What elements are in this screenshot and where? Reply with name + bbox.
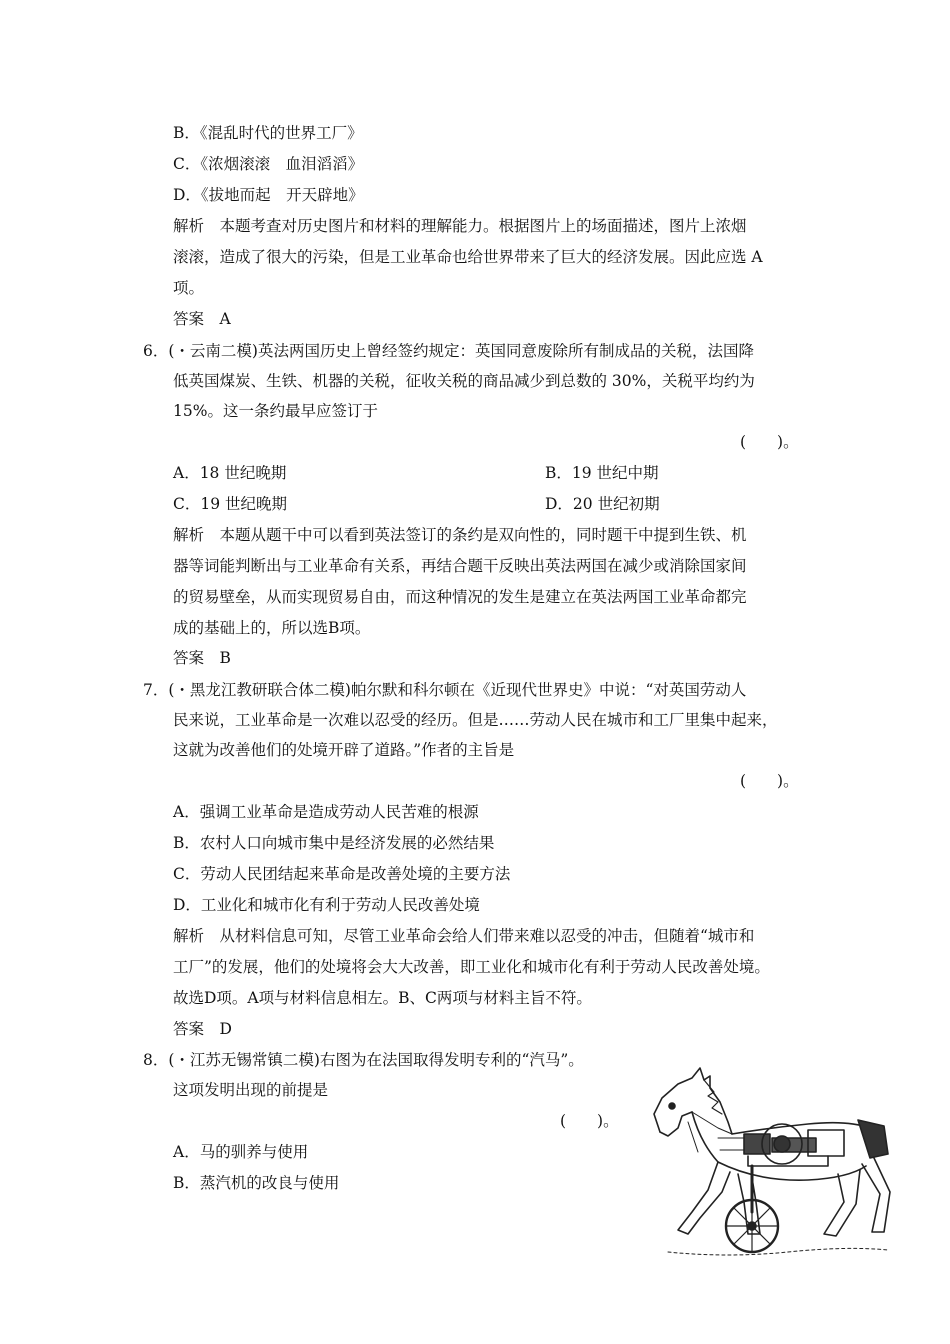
q5-analysis-line: 滚滚，造成了很大的污染，但是工业革命也给世界带来了巨大的经济发展。因此应选 A bbox=[173, 248, 763, 266]
q7-analysis-line: 工厂”的发展，他们的处境将会大大改善，即工业化和城市化有利于劳动人民改善处境。 bbox=[173, 958, 770, 976]
q6-option-a: A．18 世纪晚期 bbox=[173, 464, 287, 482]
steam-horse-illustration bbox=[648, 1062, 892, 1262]
q7-stem-line: 7．(・黑龙江教研联合体二模)帕尔默和科尔顿在《近现代世界史》中说：“对英国劳动人 bbox=[143, 681, 747, 699]
q7-option-b: B．农村人口向城市集中是经济发展的必然结果 bbox=[173, 834, 495, 852]
q6-answer: 答案 B bbox=[173, 649, 231, 667]
q7-answer-blank: ( )。 bbox=[740, 772, 799, 790]
q7-option-c: C．劳动人民团结起来革命是改善处境的主要方法 bbox=[173, 865, 511, 883]
q8-option-a: A．马的驯养与使用 bbox=[173, 1143, 309, 1161]
q8-stem-line: 8．(・江苏无锡常镇二模)右图为在法国取得发明专利的“汽马”。 bbox=[143, 1051, 584, 1069]
q6-analysis-line: 成的基础上的，所以选B项。 bbox=[173, 619, 371, 637]
q5-answer: 答案 A bbox=[173, 310, 231, 328]
q6-stem-line: 低英国煤炭、生铁、机器的关税，征收关税的商品减少到总数的 30%，关税平均约为 bbox=[173, 372, 755, 390]
q6-analysis-line: 的贸易壁垒，从而实现贸易自由，而这种情况的发生是建立在英法两国工业革命都完 bbox=[173, 588, 747, 606]
q7-option-a: A．强调工业革命是造成劳动人民苦难的根源 bbox=[173, 803, 479, 821]
q6-analysis-line: 解析 本题从题干中可以看到英法签订的条约是双向性的，同时题干中提到生铁、机 bbox=[173, 526, 747, 544]
q5-analysis-line: 项。 bbox=[173, 279, 205, 297]
q6-stem-line: 6．(・云南二模)英法两国历史上曾经签约规定：英国同意废除所有制成品的关税，法国降 bbox=[143, 342, 754, 360]
q5-analysis-line: 解析 本题考查对历史图片和材料的理解能力。根据图片上的场面描述，图片上浓烟 bbox=[173, 217, 747, 235]
q7-answer: 答案 D bbox=[173, 1020, 232, 1038]
q7-analysis-line: 解析 从材料信息可知，尽管工业革命会给人们带来难以忍受的冲击，但随着“城市和 bbox=[173, 927, 755, 945]
q6-answer-blank: ( )。 bbox=[740, 433, 799, 451]
q7-analysis-line: 故选D项。A项与材料信息相左。B、C两项与材料主旨不符。 bbox=[173, 989, 592, 1007]
q6-option-c: C．19 世纪晚期 bbox=[173, 495, 288, 513]
q6-analysis-line: 器等词能判断出与工业革命有关系，再结合题干反映出英法两国在减少或消除国家间 bbox=[173, 557, 747, 575]
q6-option-b: B．19 世纪中期 bbox=[545, 464, 659, 482]
q8-answer-blank: ( )。 bbox=[560, 1112, 619, 1130]
q8-stem-line: 这项发明出现的前提是 bbox=[173, 1081, 329, 1099]
q8-option-b: B．蒸汽机的改良与使用 bbox=[173, 1174, 340, 1192]
q5-option-c: C．《浓烟滚滚 血泪滔滔》 bbox=[173, 155, 364, 173]
q7-stem-line: 这就为改善他们的处境开辟了道路。”作者的主旨是 bbox=[173, 741, 515, 759]
q5-option-d: D．《拔地而起 开天辟地》 bbox=[173, 186, 364, 204]
q7-option-d: D．工业化和城市化有利于劳动人民改善处境 bbox=[173, 896, 480, 914]
q6-stem-line: 15%。这一条约最早应签订于 bbox=[173, 402, 378, 420]
steam-horse-icon bbox=[648, 1062, 892, 1262]
q6-option-d: D．20 世纪初期 bbox=[545, 495, 660, 513]
q7-stem-line: 民来说，工业革命是一次难以忍受的经历。但是……劳动人民在城市和工厂里集中起来， bbox=[173, 711, 778, 729]
q5-option-b: B．《混乱时代的世界工厂》 bbox=[173, 124, 363, 142]
